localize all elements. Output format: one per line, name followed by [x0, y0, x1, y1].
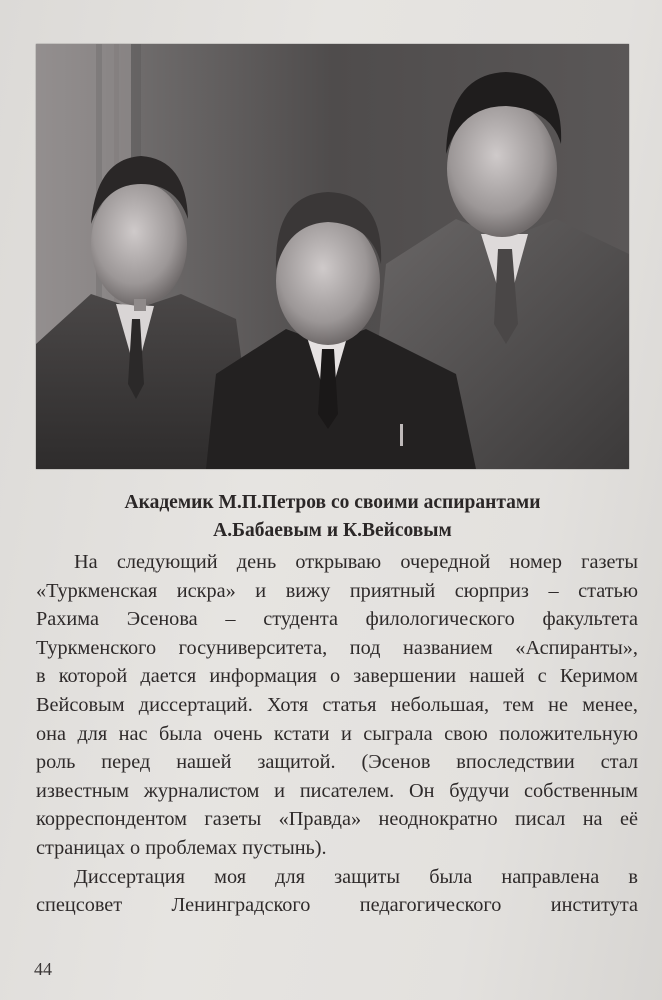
text-line: в которой дается информация о завершении нашей с Керимом: [36, 665, 638, 688]
archival-photograph: [36, 44, 629, 469]
text-line: Рахима Эсенова – студента филологического факультета: [36, 608, 638, 631]
text-line: Вейсовым диссертаций. Хотя статья небольшая, тем не менее,: [36, 693, 638, 716]
text-line: страницах о проблемах пустынь).: [36, 836, 327, 859]
text-line: корреспондентом газеты «Правда» неоднократно писал на её: [36, 808, 638, 831]
text-line: Туркменского госуниверситета, под названием «Аспиранты»,: [36, 636, 638, 659]
text-line: «Туркменская искра» и вижу приятный сюрприз – статью: [36, 579, 638, 602]
caption-line-2: А.Бабаевым и К.Вейсовым: [213, 520, 452, 541]
text-line: На следующий день открываю очередной номер газеты: [74, 551, 638, 573]
caption-line-1: Академик М.П.Петров со своими аспирантами: [124, 492, 541, 513]
paragraph-2: [36, 863, 638, 920]
photo-caption: [36, 489, 629, 545]
text-line: она для нас была очень кстати и сыграла свою положительную: [36, 722, 638, 745]
text-line: известным журналистом и писателем. Он будучи собственным: [36, 779, 638, 802]
text-line: роль перед нашей защитой. (Эсенов впоследствии стал: [36, 751, 638, 774]
page-number: 44: [34, 959, 52, 979]
text-line: спецсовет Ленинградского педагогического института: [36, 894, 638, 917]
photo-illustration: [36, 44, 629, 469]
paragraph-1: [36, 548, 638, 863]
body-text: [36, 548, 638, 920]
text-line: Диссертация моя для защиты была направлена в: [74, 865, 638, 888]
